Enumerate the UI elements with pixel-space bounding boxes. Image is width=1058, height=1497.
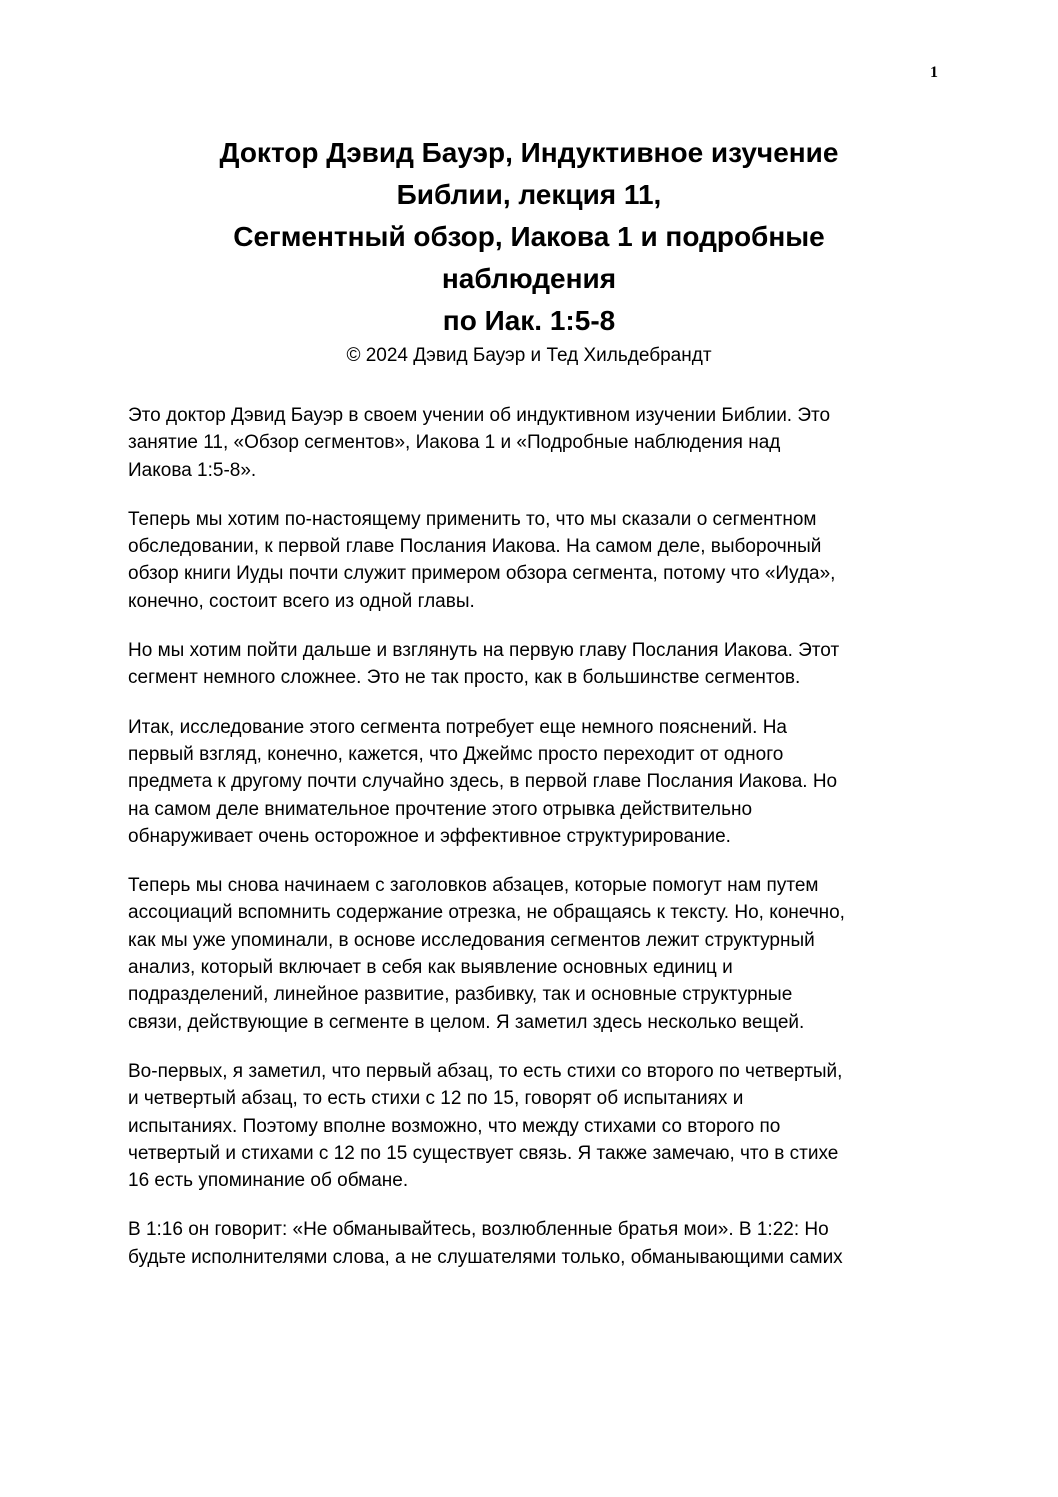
text-line: испытаниях. Поэтому вполне возможно, что между стихами со второго по (128, 1115, 781, 1137)
text-line: Иакова 1:5-8». (128, 459, 257, 481)
text-line: предмета к другому почти случайно здесь, в первой главе Послания Иакова. Но (128, 771, 838, 793)
title-line: наблюдения (441, 263, 617, 294)
text-line: сегмент немного сложнее. Это не так просто, как в большинстве сегментов. (128, 667, 801, 689)
paragraph-3 (128, 637, 938, 692)
title-line: Доктор Дэвид Бауэр, Индуктивное изучение (219, 137, 839, 168)
title-line: по Иак. 1:5-8 (442, 305, 616, 336)
copyright-notice: © 2024 Дэвид Бауэр и Тед Хильдебрандт (346, 345, 712, 366)
document-title (128, 132, 930, 370)
text-line: Теперь мы снова начинаем с заголовков абзацев, которые помогут нам путем (128, 875, 819, 897)
title-line: Библии, лекция 11, (396, 179, 662, 210)
document-body (128, 402, 938, 1293)
page-number: 1 (930, 64, 938, 81)
text-line: как мы уже упоминали, в основе исследования сегментов лежит структурный (128, 929, 815, 951)
text-line: Во-первых, я заметил, что первый абзац, то есть стихи со второго по четвертый, (128, 1060, 843, 1082)
text-line: В 1:16 он говорит: «Не обманывайтесь, возлюбленные братья мои». В 1:22: Но (128, 1219, 829, 1241)
text-line: занятие 11, «Обзор сегментов», Иакова 1 и «Подробные наблюдения над (128, 432, 781, 454)
text-line: Теперь мы хотим по-настоящему применить то, что мы сказали о сегментном (128, 508, 817, 530)
paragraph-2 (128, 506, 938, 615)
paragraph-5 (128, 872, 938, 1036)
paragraph-4 (128, 714, 938, 850)
text-line: обзор книги Иуды почти служит примером обзора сегмента, потому что «Иуда», (128, 563, 836, 585)
paragraph-6 (128, 1058, 938, 1194)
title-line: Сегментный обзор, Иакова 1 и подробные (233, 221, 825, 252)
text-line: анализ, который включает в себя как выявление основных единиц и (128, 957, 733, 979)
text-line: ассоциаций вспомнить содержание отрезка, не обращаясь к тексту. Но, конечно, (128, 902, 845, 924)
text-line: Но мы хотим пойти дальше и взглянуть на первую главу Послания Иакова. Этот (128, 640, 840, 662)
text-line: Это доктор Дэвид Бауэр в своем учении об индуктивном изучении Библии. Это (128, 405, 831, 426)
paragraph-1 (128, 402, 938, 484)
text-line: четвертый и стихами с 12 по 15 существует связь. Я также замечаю, что в стихе (128, 1142, 839, 1164)
text-line: обследовании, к первой главе Послания Иакова. На самом деле, выборочный (128, 536, 822, 558)
text-line: конечно, состоит всего из одной главы. (128, 590, 475, 612)
text-line: подразделений, линейное развитие, разбивку, так и основные структурные (128, 984, 793, 1006)
text-line: обнаруживает очень осторожное и эффективное структурирование. (128, 825, 731, 847)
text-line: Итак, исследование этого сегмента потребует еще немного пояснений. На (128, 716, 787, 738)
text-line: первый взгляд, конечно, кажется, что Джеймс просто переходит от одного (128, 743, 784, 765)
text-line: и четвертый абзац, то есть стихи с 12 по 15, говорят об испытаниях и (128, 1088, 744, 1110)
text-line: на самом деле внимательное прочтение этого отрывка действительно (128, 798, 753, 820)
paragraph-7 (128, 1216, 938, 1271)
text-line: связи, действующие в сегменте в целом. Я заметил здесь несколько вещей. (128, 1011, 805, 1033)
text-line: 16 есть упоминание об обмане. (128, 1170, 409, 1192)
text-line: будьте исполнителями слова, а не слушателями только, обманывающими самих (128, 1246, 843, 1268)
